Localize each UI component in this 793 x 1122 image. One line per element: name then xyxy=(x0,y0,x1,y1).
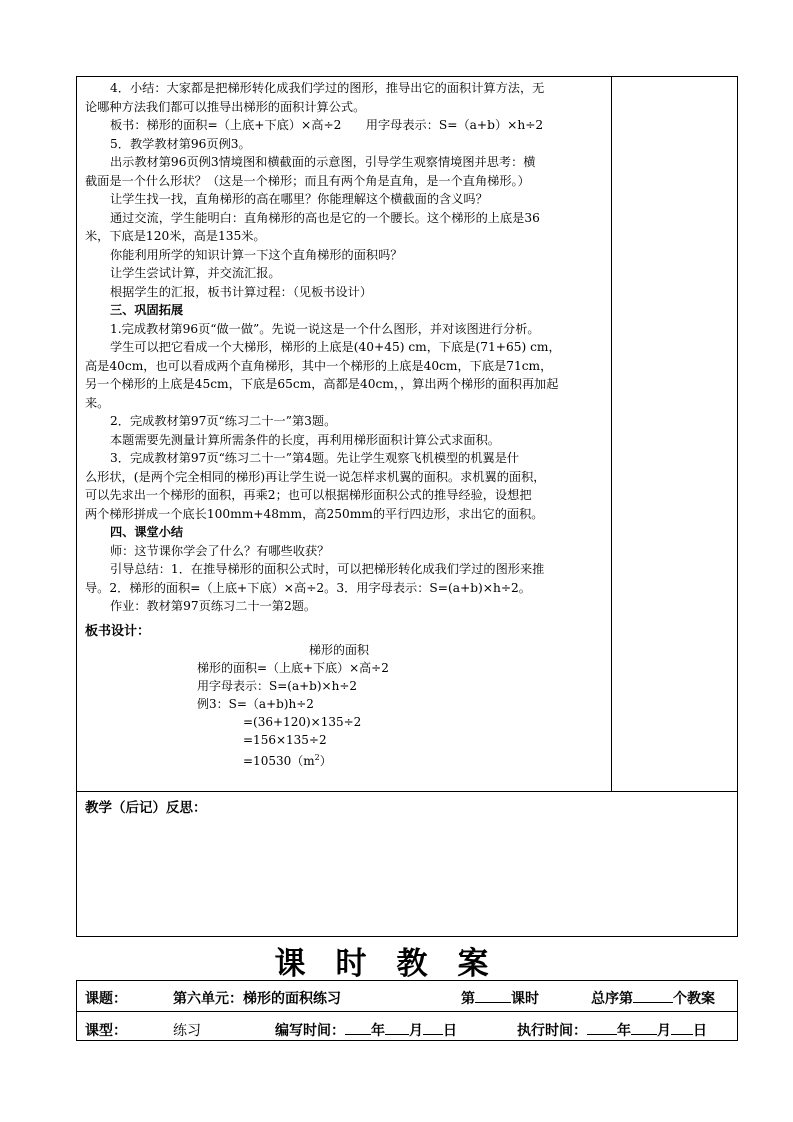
total-field xyxy=(591,988,715,1008)
text-line: 通过交流，学生能明白：直角梯形的高也是它的一个腰长。这个梯形的上底是36 xyxy=(110,210,540,225)
text-line: 你能利用所学的知识计算一下这个直角梯形的面积吗？ xyxy=(110,247,403,262)
board-step: =156×135÷2 xyxy=(243,733,327,747)
text-line: 出示教材第96页例3情境图和横截面的示意图，引导学生观察情境图并思考：横 xyxy=(110,155,536,169)
write-time-field xyxy=(275,1020,457,1040)
text-line: 可以先求出一个梯形的面积，再乘2；也可以根据梯形面积公式的推导经验，设想把 xyxy=(85,488,532,502)
exec-month-blank[interactable] xyxy=(631,1020,657,1035)
board-letters: 用字母表示：S=(a+b)×h÷2 xyxy=(197,679,358,693)
column-divider xyxy=(611,77,612,791)
text-line: 5．教学教材第96页例3。 xyxy=(110,136,251,151)
board-result xyxy=(243,749,332,770)
exec-day-blank[interactable] xyxy=(671,1020,693,1035)
board-step-close: ） xyxy=(319,754,332,768)
lesson-body xyxy=(85,79,607,616)
total-prefix: 总序第 xyxy=(591,991,633,1007)
period-field xyxy=(461,988,539,1008)
text-line: 学生可以把它看成一个大梯形，梯形的上底是(40+45) cm，下底是(71+65) cm， xyxy=(110,340,561,354)
board-label: 板书设计： xyxy=(85,624,151,639)
write-time-label: 编写时间： xyxy=(275,1023,345,1039)
total-blank[interactable] xyxy=(633,988,673,1003)
day-label: 日 xyxy=(693,1023,707,1039)
period-suffix: 课时 xyxy=(511,991,539,1007)
unit-superscript: 2 xyxy=(314,753,320,762)
year-label: 年 xyxy=(617,1023,631,1039)
section-heading: 三、巩固拓展 xyxy=(110,303,184,317)
text-line: 3．完成教材第97页“练习二十一”第4题。先让学生观察飞机模型的机翼是什 xyxy=(110,451,520,465)
text-line: 本题需要先测量计算所需条件的长度，再利用梯形面积计算公式求面积。 xyxy=(110,432,500,447)
topic-value: 第六单元：梯形的面积练习 xyxy=(173,991,341,1007)
text-line: 截面是一个什么形状？（这是一个梯形；而且有两个角是直角，是一个直角梯形。） xyxy=(85,173,530,188)
year-label: 年 xyxy=(371,1023,385,1039)
exec-time-label: 执行时间： xyxy=(517,1023,587,1039)
board-example: 例3：S=（a+b)h÷2 xyxy=(197,697,314,711)
exec-time-field xyxy=(517,1020,707,1040)
type-label: 课型： xyxy=(85,1023,127,1039)
text-line: 米，下底是120米，高是135米。 xyxy=(85,229,266,243)
text-line: 导。2．梯形的面积=（上底+下底）×高÷2。3．用字母表示：S=(a+b)×h÷2。 xyxy=(85,580,531,595)
write-year-blank[interactable] xyxy=(345,1020,371,1035)
text-line: 高是40cm，也可以看成两个直角梯形，其中一个梯形的上底是40cm，下底是71cm， xyxy=(85,358,553,373)
text-line: 师：这节课你学会了什么？有哪些收获？ xyxy=(110,543,330,558)
board-formula: 梯形的面积=（上底+下底）×高÷2 xyxy=(197,661,389,675)
board-title: 梯形的面积 xyxy=(309,643,370,657)
board-step: =10530（m xyxy=(243,754,315,768)
row-divider xyxy=(77,1011,737,1012)
text-line: 两个梯形拼成一个底长100mm+48mm，高250mm的平行四边形，求出它的面积。 xyxy=(85,506,544,521)
period-prefix: 第 xyxy=(461,991,475,1007)
total-suffix: 个教案 xyxy=(673,991,715,1007)
text-line: 2．完成教材第97页“练习二十一”第3题。 xyxy=(110,414,337,428)
lesson-info-table xyxy=(76,980,738,1041)
month-label: 月 xyxy=(409,1023,423,1039)
page-title: 课时教案 xyxy=(274,946,519,982)
reflection-label: 教学（后记）反思： xyxy=(85,800,207,816)
text-line: 来。 xyxy=(85,395,110,410)
text-line: 让学生尝试计算，并交流汇报。 xyxy=(110,266,281,280)
text-line: 4．小结：大家都是把梯形转化成我们学过的图形，推导出它的面积计算方法，无 xyxy=(110,81,545,95)
exec-year-blank[interactable] xyxy=(587,1020,617,1035)
text-line: 引导总结：1．在推导梯形的面积公式时，可以把梯形转化成我们学过的图形来推 xyxy=(110,562,545,576)
homework-line: 作业：教材第97页练习二十一第2题。 xyxy=(110,599,317,613)
period-blank[interactable] xyxy=(475,988,511,1003)
text-line: 让学生找一找，直角梯形的高在哪里？你能理解这个横截面的含义吗？ xyxy=(110,192,488,206)
text-line: 1.完成教材第96页“做一做”。先说一说这是一个什么图形，并对该图进行分析。 xyxy=(110,321,540,336)
text-line: 根据学生的汇报，板书计算过程：（见板书设计） xyxy=(110,284,373,299)
day-label: 日 xyxy=(443,1023,457,1039)
lesson-content-table xyxy=(76,76,738,792)
section-heading: 四、课堂小结 xyxy=(110,525,184,539)
reflection-box xyxy=(76,791,738,937)
text-line: 么形状，(是两个完全相同的梯形)再让学生说一说怎样求机翼的面积。求机翼的面积， xyxy=(85,469,546,484)
type-value: 练习 xyxy=(173,1023,201,1039)
write-month-blank[interactable] xyxy=(385,1020,409,1035)
text-line: 另一个梯形的上底是45cm，下底是65cm，高都是40cm，，算出两个梯形的面积再加起 xyxy=(85,377,559,391)
write-day-blank[interactable] xyxy=(423,1020,443,1035)
month-label: 月 xyxy=(657,1023,671,1039)
topic-label: 课题： xyxy=(85,991,127,1007)
text-line: 论哪种方法我们都可以推导出梯形的面积计算公式。 xyxy=(85,99,366,114)
board-step: =(36+120)×135÷2 xyxy=(243,715,362,729)
text-line: 板书：梯形的面积=（上底+下底）×高÷2 用字母表示：S=（a+b）×h÷2 xyxy=(110,118,544,132)
